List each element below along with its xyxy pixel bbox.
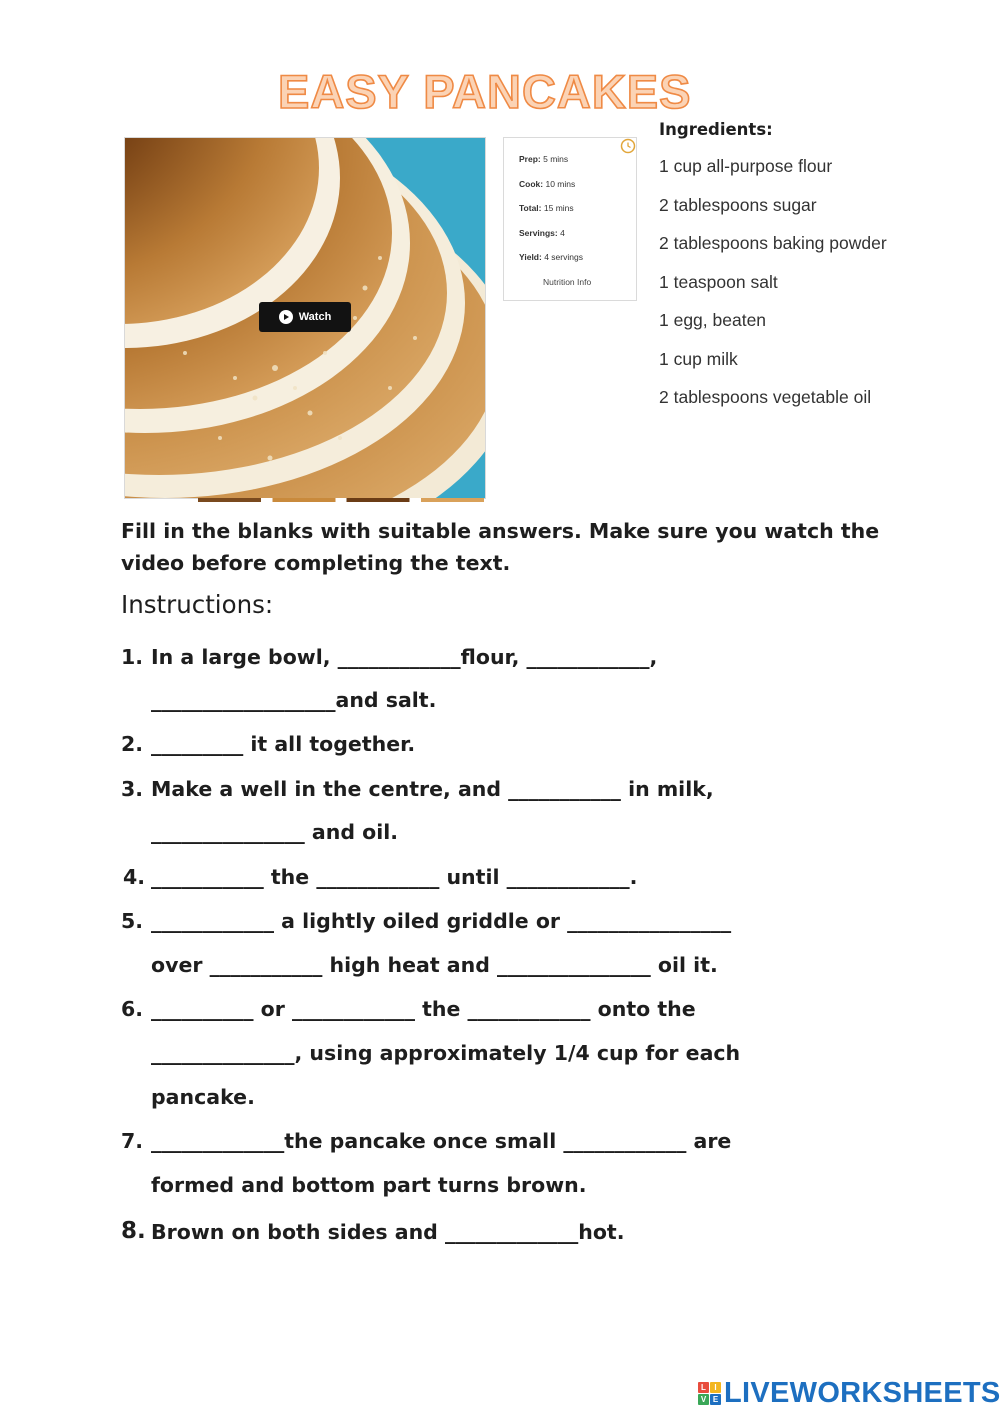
step-line: pancake. xyxy=(151,1085,255,1109)
step-line[interactable]: In a large bowl, ____________flour, ____________, xyxy=(151,645,658,669)
liveworksheets-logo-icon: L I V E xyxy=(698,1382,721,1405)
step-number: 6. xyxy=(121,997,144,1021)
step-line: formed and bottom part turns brown. xyxy=(151,1173,587,1197)
step-number: 8. xyxy=(121,1218,146,1244)
prep-time-row: Prep: 5 mins xyxy=(519,154,569,164)
cook-time-row: Cook: 10 mins xyxy=(519,178,576,189)
worksheet-title: EASY PANCAKES xyxy=(278,65,692,118)
step-line[interactable]: _____________the pancake once small ____________ are xyxy=(151,1129,732,1153)
step-number: 5. xyxy=(121,909,144,933)
ingredients-section xyxy=(659,120,889,424)
watch-button[interactable] xyxy=(259,302,351,332)
timer-icon xyxy=(620,138,636,154)
ingredients-list xyxy=(659,154,889,410)
step-line[interactable]: __________________and salt. xyxy=(151,688,437,712)
recipe-info-card xyxy=(503,137,637,301)
step-line[interactable]: __________ or ____________ the ____________ onto the xyxy=(151,997,696,1021)
step-line[interactable]: Brown on both sides and _____________hot. xyxy=(151,1220,625,1244)
ingredient-item: 1 cup all-purpose flour xyxy=(659,156,833,176)
step-line[interactable]: _______________ and oil. xyxy=(151,820,399,844)
yield-row: Yield: 4 servings xyxy=(519,252,583,262)
step-number: 2. xyxy=(121,732,144,756)
watch-button-label: Watch xyxy=(298,311,332,323)
step-line[interactable]: ______________, using approximately 1/4 cup for each xyxy=(151,1041,741,1065)
ingredient-item: 1 cup milk xyxy=(659,348,738,369)
play-icon xyxy=(279,310,293,324)
total-time-row: Total: 15 mins xyxy=(519,203,574,213)
ingredient-item: 2 tablespoons vegetable oil xyxy=(659,387,872,407)
ingredient-item: 2 tablespoons baking powder xyxy=(659,233,887,253)
ingredient-item: 1 teaspoon salt xyxy=(659,271,778,292)
ingredient-item: 2 tablespoons sugar xyxy=(659,194,817,215)
step-line[interactable]: over ___________ high heat and _______________ oil it. xyxy=(151,953,718,977)
step-number: 3. xyxy=(121,777,144,801)
step-number: 7. xyxy=(121,1129,144,1153)
nutrition-info-link[interactable]: Nutrition Info xyxy=(543,276,592,287)
ingredients-heading: Ingredients: xyxy=(659,120,773,139)
worksheet-directions: Fill in the blanks with suitable answers. Make sure you watch the video before completing the text. xyxy=(121,519,880,575)
liveworksheets-footer[interactable] xyxy=(698,1378,1000,1408)
ingredient-item: 1 egg, beaten xyxy=(659,310,767,330)
step-line[interactable]: Make a well in the centre, and ___________ in milk, xyxy=(151,777,714,801)
video-thumbnail-strip xyxy=(198,498,484,502)
step-line[interactable]: ___________ the ____________ until ____________. xyxy=(151,865,638,889)
liveworksheets-brand: LIVEWORKSHEETS xyxy=(724,1377,1000,1409)
step-number: 4. xyxy=(123,865,146,889)
step-number: 1. xyxy=(121,645,144,669)
servings-row: Servings: 4 xyxy=(519,227,565,238)
step-line[interactable]: _________ it all together. xyxy=(151,732,416,756)
instructions-heading: Instructions: xyxy=(121,590,274,619)
pancake-video-thumbnail[interactable] xyxy=(124,137,486,499)
step-line[interactable]: ____________ a lightly oiled griddle or ________________ xyxy=(151,909,732,933)
